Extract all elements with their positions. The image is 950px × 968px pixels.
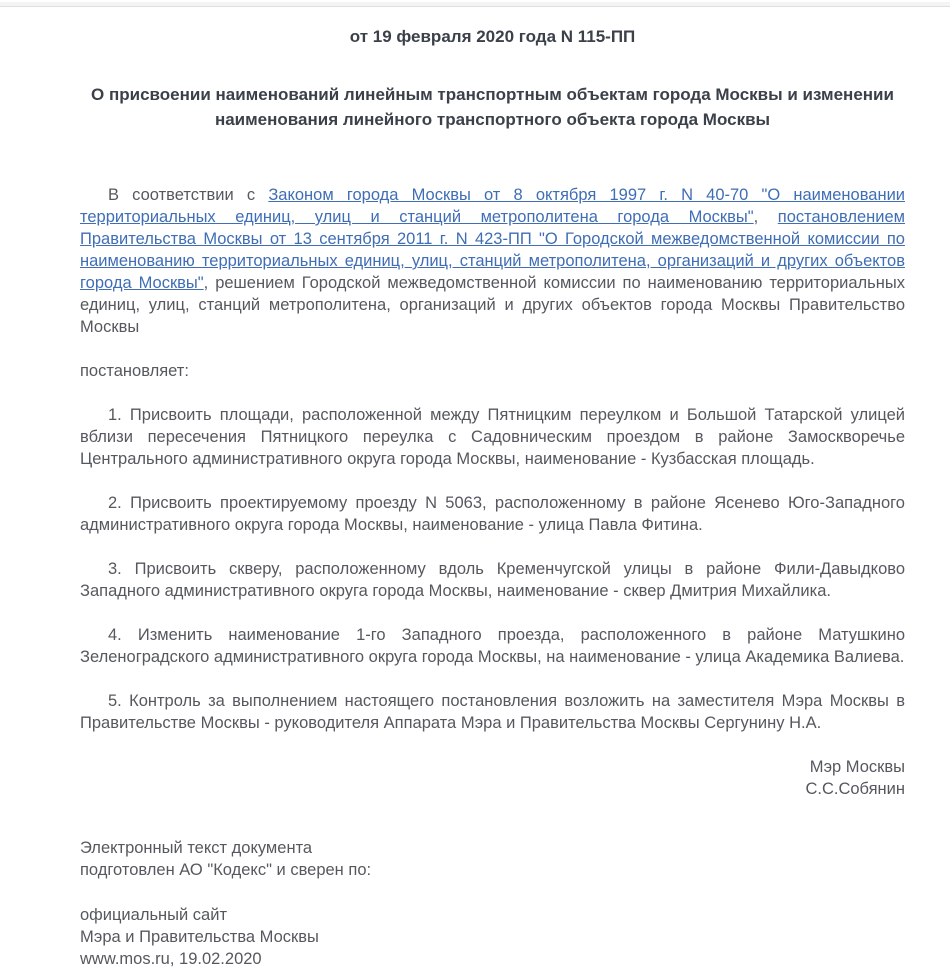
footer-prepared-line-2: подготовлен АО "Кодекс" и сверен по: [80, 861, 372, 879]
footer-prepared-line-1: Электронный текст документа [80, 839, 313, 857]
signature-block [80, 756, 905, 800]
document-title: О присвоении наименований линейным транспортным объектам города Москвы и изменении наименования линейного транспортного объекта города Москвы [91, 85, 894, 129]
law-1997-link[interactable]: Законом города Москвы от 8 октября 1997 г. N 40-70 "О наименовании территориальных единиц, улиц и станций метрополитена города Москвы" [80, 186, 905, 226]
footer-note [80, 837, 905, 968]
preamble-separator-text: , [753, 208, 778, 226]
item-3-paragraph: 3. Присвоить скверу, расположенному вдоль Кременчугской улицы в районе Фили-Давыдково Западного административного округа города Москвы, наименование - сквер Дмитрия Михайлика. [80, 560, 905, 600]
footer-source-line-1: официальный сайт [80, 906, 228, 924]
signature-name: С.С.Собянин [805, 780, 905, 798]
decree-2011-link[interactable]: постановлением Правительства Москвы от 13 сентября 2011 г. N 423-ПП "О Городской межведомственной комиссии по наименованию территориальных единиц, улиц, станций метрополитена, организаций и других объектов города Москвы" [80, 208, 906, 292]
item-2-paragraph: 2. Присвоить проектируемому проезду N 5063, расположенному в районе Ясенево Юго-Западного административного округа города Москвы, наименование - улица Павла Фитина. [80, 494, 905, 534]
preamble-closing-text: , решением Городской межведомственной комиссии по наименованию территориальных единиц, улиц, станций метрополитена, организаций и других объектов города Москвы Правительство Москвы [80, 274, 905, 336]
footer-source [80, 904, 905, 968]
preamble-intro-text: В соответствии с [108, 186, 269, 204]
item-4-paragraph: 4. Изменить наименование 1-го Западного проезда, расположенного в районе Матушкино Зеленоградского административного округа города Москвы, на наименование - улица Академика Валиева. [80, 626, 905, 666]
footer-prepared-by [80, 837, 905, 881]
top-divider-bar [0, 0, 950, 7]
resolves-line: постановляет: [80, 362, 189, 380]
item-1-paragraph: 1. Присвоить площади, расположенной между Пятницким переулком и Большой Татарской улицей вблизи пересечения Пятницкого переулка с Садовническим проездом в районе Замоскворечье Центрального административного округа города Москвы, наименование - Кузбасская площадь. [80, 406, 905, 468]
document-date-number: от 19 февраля 2020 года N 115-ПП [349, 27, 636, 46]
signature-position: Мэр Москвы [809, 758, 905, 776]
item-5-paragraph: 5. Контроль за выполнением настоящего постановления возложить на заместителя Мэра Москвы в Правительстве Москвы - руководителя Аппарата Мэра и Правительства Москвы Сергунину Н.А. [80, 692, 905, 732]
footer-source-line-2: Мэра и Правительства Москвы [80, 928, 319, 946]
preamble-paragraph [80, 184, 905, 338]
footer-source-line-3: www.mos.ru, 19.02.2020 [80, 950, 262, 968]
document-body [0, 26, 950, 968]
